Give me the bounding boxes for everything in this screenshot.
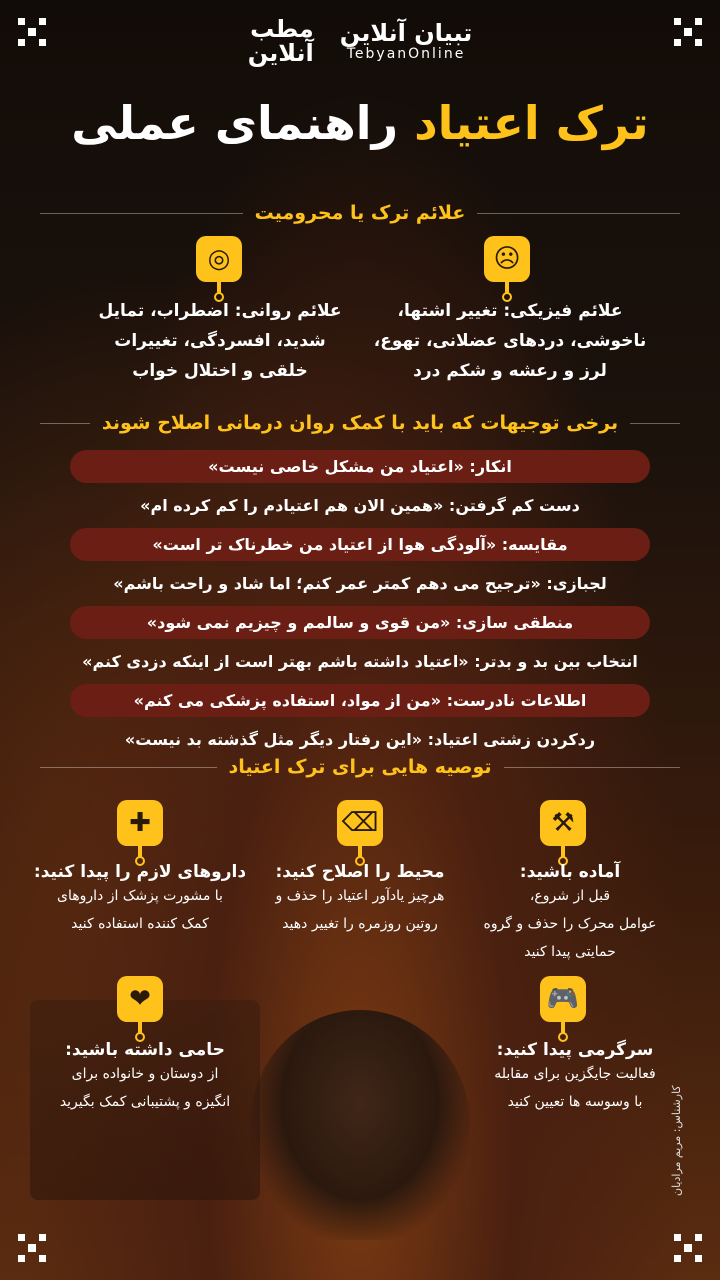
tip-body-line: از دوستان و خانواده برای <box>71 1066 219 1082</box>
tip-body-line: انگیزه و پشتیبانی کمک بگیرید <box>59 1094 231 1110</box>
tip-title: آماده باشید: <box>519 862 621 882</box>
tip-title: محیط را اصلاح کنید: <box>275 862 445 882</box>
tip-body-line: روتین روزمره را تغییر دهید <box>282 916 438 932</box>
sick-person-icon: ☹ <box>484 236 530 296</box>
section2-heading-text: برخی توجیهات که باید با کمک روان درمانی اصلاح شوند <box>101 412 619 434</box>
tip-title: حامی داشته باشید: <box>65 1040 225 1060</box>
physical-line-1: علائم فیزیکی: تغییر اشتها، <box>397 301 623 321</box>
tip-prepare <box>450 862 690 966</box>
page-title <box>0 88 720 158</box>
justification-row: مقایسه: «آلودگی هوا از اعتیاد من خطرناک تر است» <box>70 528 650 561</box>
section-heading-withdrawal <box>40 198 680 228</box>
title-main: راهنمای عملی <box>71 96 399 150</box>
section-heading-justifications <box>40 408 680 438</box>
tip-body-line: با مشورت پزشک از داروهای <box>57 888 223 904</box>
tebyan-online-logo <box>340 20 473 62</box>
credit-text: کارشناس: مریم مرادیان <box>670 1085 683 1196</box>
logo-left-line1: مطب <box>250 15 314 43</box>
support-hands-icon: ❤ <box>117 976 163 1036</box>
tip-body-line: کمک کننده استفاده کنید <box>71 916 209 932</box>
tip-body-line: عوامل محرک را حذف و گروه <box>483 916 657 932</box>
justification-row: منطقی سازی: «من قوی و سالمم و چیزیم نمی شود» <box>70 606 650 639</box>
justifications-list <box>70 450 650 762</box>
tip-hobby <box>460 1040 690 1116</box>
justification-row: دست کم گرفتن: «همین الان هم اعتیادم را کم کرده ام» <box>140 496 580 515</box>
erase-icon: ⌫ <box>337 800 383 860</box>
tip-support <box>30 1040 260 1116</box>
section-heading-tips <box>40 752 680 782</box>
tip-title: داروهای لازم را پیدا کنید: <box>33 862 247 882</box>
tip-body-line: هرچیز یادآور اعتیاد را حذف و <box>275 888 445 904</box>
justification-row: ردکردن زشتی اعتیاد: «این رفتار دیگر مثل گذشته بد نیست» <box>124 730 596 749</box>
tip-medication <box>30 862 250 938</box>
tip-environment <box>250 862 470 938</box>
justification-row: انتخاب بین بد و بدتر: «اعتیاد داشته باشم بهتر است از اینکه دزدی کنم» <box>82 652 638 671</box>
tip-body-line: با وسوسه ها تعیین کنید <box>507 1094 643 1110</box>
pills-icon: ✚ <box>117 800 163 860</box>
justification-row: لجبازی: «ترجیح می دهم کمتر عمر کنم؛ اما شاد و راحت باشم» <box>113 574 607 593</box>
mental-line-1: علائم روانی: اضطراب، تمایل <box>98 301 342 321</box>
background-person-figure <box>250 1010 470 1240</box>
tip-title: سرگرمی پیدا کنید: <box>496 1040 654 1060</box>
tip-body-line: فعالیت جایگزین برای مقابله <box>494 1066 656 1082</box>
mental-line-3: خلقی و اختلال خواب <box>132 361 308 381</box>
mental-symptoms-text <box>90 296 350 386</box>
matab-online-logo <box>248 17 314 65</box>
physical-symptoms-text <box>370 296 650 386</box>
logo-right-fa: تبیان آنلاین <box>339 19 473 47</box>
logo-left-line2: آنلاین <box>247 39 314 67</box>
section1-heading-text: علائم ترک یا محرومیت <box>254 202 466 224</box>
physical-line-3: لرز و رعشه و شکم درد <box>413 361 607 381</box>
corner-decoration-bottom-left <box>18 1234 46 1262</box>
title-highlight: ترک اعتیاد <box>414 96 649 150</box>
worker-icon: ⚒ <box>540 800 586 860</box>
physical-line-2: ناخوشی، دردهای عضلانی، تهوع، <box>373 331 647 351</box>
logo-bar <box>0 10 720 72</box>
section3-heading-text: توصیه هایی برای ترک اعتیاد <box>228 756 492 778</box>
brain-spiral-icon: ◎ <box>196 236 242 296</box>
mental-line-2: شدید، افسردگی، تغییرات <box>114 331 326 351</box>
justification-row: انکار: «اعتیاد من مشکل خاصی نیست» <box>70 450 650 483</box>
tip-body-line: قبل از شروع، <box>529 888 611 904</box>
gamepad-icon: 🎮 <box>540 976 586 1036</box>
justification-row: اطلاعات نادرست: «من از مواد، استفاده پزشکی می کنم» <box>70 684 650 717</box>
corner-decoration-bottom-right <box>674 1234 702 1262</box>
tip-body-line: حمایتی پیدا کنید <box>524 944 616 960</box>
logo-right-en: TebyanOnline <box>346 46 466 62</box>
